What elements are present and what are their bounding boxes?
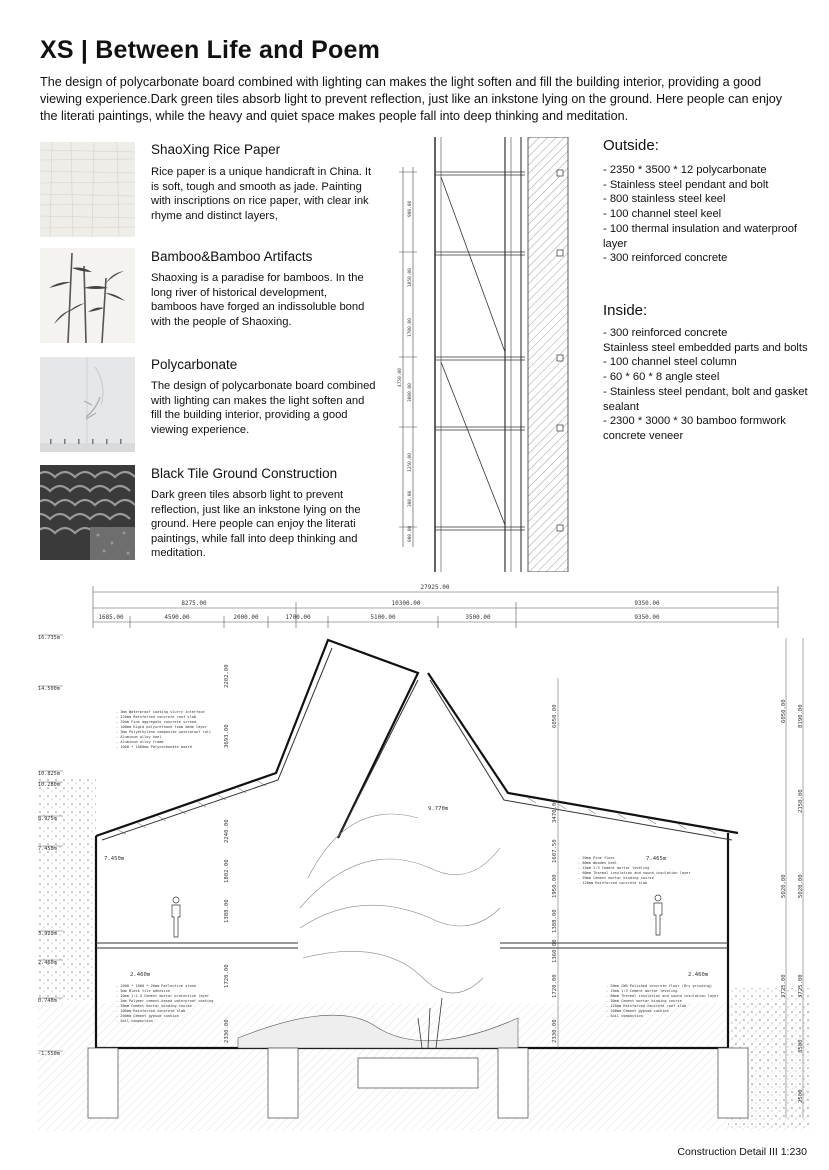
dim-vert-mid: 1720.00	[552, 974, 558, 998]
level-mark: 8.975m	[38, 816, 57, 822]
dim-row1-c: 9350.00	[634, 600, 660, 607]
black-tile-ground-icon	[40, 465, 135, 560]
note-line: - 3mm Waterproof coating slurry interface	[116, 710, 205, 714]
outside-item: - Stainless steel pendant and bolt	[603, 178, 769, 191]
material-title-bamboo: Bamboo&Bamboo Artifacts	[151, 249, 313, 264]
material-text-rice-paper: Rice paper is a unique handicraft in China. It is soft, tough and smooth as jade. Painting with inscriptions on rice paper, with clear ink rhyme and distinct layers,	[151, 166, 372, 222]
note-line: - 120mm Reinforced concrete roof slab	[606, 1004, 687, 1008]
note-line: - 30mm Cement mortar binding course	[606, 999, 682, 1003]
polycarbonate-wall-icon	[40, 357, 135, 452]
note-line: - 32mm Fine aggregate concrete screed	[116, 720, 197, 724]
note-line: - 30mm Cement mortar binding course	[116, 1004, 192, 1008]
note-line: - 20mm CW0 Polished concrete floor (Dry grinding)	[606, 984, 713, 988]
material-text-bamboo: Shaoxing is a paradise for bamboos. In the long river of historical development, bamboos have forged an indissoluble bond with the people of Shaoxing.	[151, 272, 365, 328]
material-text-polycarbonate: The design of polycarbonate board combined with lighting can makes the light soften and fill the building interior, providing a good viewing experience.	[151, 380, 376, 436]
note-line: - 100mm Cement gypsum cushion	[606, 1009, 669, 1013]
inside-item: - 60 * 60 * 8 angle steel	[603, 371, 720, 384]
outside-item: - 800 stainless steel keel	[603, 193, 726, 206]
intro-paragraph: The design of polycarbonate board combined with lighting can makes the light soften and fill the building interior, providing a good viewing experience.Dark green tiles absorb light to prevent reflection, just like an inkstone lying on the ground. Here people can enjoy the literati paintings, while the heavy and quiet space makes people fall into deep thinking and meditation.	[40, 75, 783, 123]
level-mark: 14.500m	[38, 686, 60, 692]
note-line: - 120mm Reinforced concrete slab	[578, 881, 648, 885]
detail-dim-7: 300.00	[408, 490, 413, 507]
note-line: - 20mm Pine floor	[578, 856, 615, 860]
note-line: - 50mm Cement mortar binding course	[578, 876, 654, 880]
level-mark: -1.550m	[38, 1051, 60, 1057]
level-mark: 3.920m	[38, 931, 57, 937]
dim-right-outer: 8190.00	[798, 704, 804, 728]
dim-row2-a: 1685.00	[98, 614, 124, 621]
building-section-drawing	[38, 578, 810, 1134]
detail-dim-2: 1050.00	[408, 268, 413, 287]
note-line: - 2mm Polymer cement-based waterproof coating	[116, 999, 214, 1003]
level-mark: 2.460m	[38, 960, 57, 966]
note-line: - 60mm Thermal insulation and sound insulation layer	[578, 871, 691, 875]
dim-right-outer: 3725.00	[798, 974, 804, 998]
note-line: - Aluminum alloy keel	[116, 735, 162, 739]
detail-dim-4: 3000.00	[408, 383, 413, 402]
note-line: - 3mm Polyethylene composite waterproof roll	[116, 730, 212, 734]
material-text-black-tile: Dark green tiles absorb light to prevent reflection, just like an inkstone lying on the ground. Here people can enjoy the literati paintings, while fall into deep thinking and meditation.	[151, 489, 361, 559]
dim-row2-d: 1700.00	[285, 614, 311, 621]
dim-vert-mid: 1950.00	[552, 874, 558, 898]
note-line: - 5mm Black tile adhesive	[116, 989, 171, 993]
detail-dim-8: 900.00	[408, 525, 413, 542]
dim-vert-left: 2202.00	[224, 664, 230, 688]
dim-vert-mid: 3470.00	[552, 799, 558, 823]
note-line: - 100mm Reinforced concrete slab	[116, 1009, 186, 1013]
dim-row1-a: 8275.00	[181, 600, 207, 607]
dim-vert-left: 1802.00	[224, 859, 230, 883]
level-mark-inner: 7.465m	[646, 856, 667, 862]
detail-dim-1: 900.00	[408, 200, 413, 217]
note-line: - 120mm Reinforced concrete roof slab	[116, 715, 197, 719]
note-line: - 80mm Thermal insulation and sound insulation layer	[606, 994, 719, 998]
dim-vert-mid: 1388.00	[552, 909, 558, 933]
outside-item: - 2350 * 3500 * 12 polycarbonate	[603, 164, 767, 176]
dim-right-outer: 2500	[798, 1089, 804, 1103]
dim-vert-left: 3693.00	[224, 724, 230, 748]
dim-vert-left: 1720.00	[224, 964, 230, 988]
level-mark: 7.450m	[38, 846, 57, 852]
level-mark: 16.735m	[38, 635, 60, 641]
dim-vert-mid: 1360.00	[552, 939, 558, 963]
material-title-polycarbonate: Polycarbonate	[151, 357, 238, 372]
dim-row2-b: 4590.00	[164, 614, 190, 621]
dim-right-outer: 5020.00	[798, 874, 804, 898]
outside-list	[603, 163, 808, 266]
note-line: - 15mm 1:3 Cement mortar leveling	[578, 866, 650, 870]
outside-item: - 100 channel steel keel	[603, 208, 722, 221]
inside-item: - 100 channel steel column	[603, 356, 737, 369]
detail-dim-5: 4750.00	[398, 368, 403, 387]
dim-right-inner: 3725.00	[781, 974, 787, 998]
note-line: - Aluminum alloy frame	[116, 740, 164, 744]
dim-total: 27925.00	[420, 584, 450, 591]
dim-vert-mid: 1607.50	[552, 839, 558, 863]
material-title-black-tile: Black Tile Ground Construction	[151, 466, 338, 481]
level-mark-inner: 2.460m	[130, 972, 151, 978]
outside-item: - 100 thermal insulation and waterproof layer	[603, 222, 798, 250]
dim-vert-left: 2240.00	[224, 819, 230, 843]
note-line: - 200mm Cement gypsum cushion	[116, 1014, 179, 1018]
level-mark: 10.825m	[38, 771, 60, 777]
note-line: - 1000 * 1000 * 20mm Reflective stone	[116, 984, 197, 988]
dim-row1-b: 10300.00	[391, 600, 421, 607]
level-mark: 0.740m	[38, 998, 57, 1004]
note-line: - 80mm Wooden keel	[578, 861, 617, 865]
bamboo-painting-icon	[40, 248, 135, 343]
note-line: - 100mm Rigid polyurethane foam made layer	[116, 725, 207, 729]
dim-vert-left: 1388.00	[224, 899, 230, 923]
level-mark-inner: 9.770m	[428, 806, 449, 812]
inside-heading: Inside:	[603, 302, 648, 319]
material-title-rice-paper: ShaoXing Rice Paper	[151, 142, 281, 157]
dim-row2-g: 9350.00	[634, 614, 660, 621]
dim-row2-e: 5100.00	[370, 614, 396, 621]
inside-item: - Stainless steel pendant, bolt and gasket sealant	[603, 385, 808, 413]
detail-dim-3: 1700.00	[408, 318, 413, 337]
inside-list	[603, 326, 808, 444]
note-line: - 15mm 1:3 Cement mortar leveling	[606, 989, 678, 993]
outside-heading: Outside:	[603, 137, 659, 154]
note-line: - Soil compaction	[606, 1014, 643, 1018]
dim-right-outer: 3500	[798, 1039, 804, 1053]
inside-item: - 2300 * 3000 * 30 bamboo formwork concrete veneer	[603, 415, 786, 442]
inside-item: - 300 reinforced concrete	[603, 327, 728, 339]
dim-vert-left: 2330.00	[224, 1019, 230, 1043]
dim-row2-c: 2000.00	[233, 614, 259, 621]
wall-construction-detail	[395, 137, 595, 572]
detail-dim-6: 1250.00	[408, 453, 413, 472]
note-line: - Soil compaction	[116, 1019, 153, 1023]
page-title: XS | Between Life and Poem	[40, 36, 381, 64]
note-line: - 20mm 1:2.5 Cement mortar protective layer	[116, 994, 210, 998]
level-mark-inner: 7.450m	[104, 856, 125, 862]
inside-item: Stainless steel embedded parts and bolts	[603, 341, 808, 354]
outside-item: - 300 reinforced concrete	[603, 252, 728, 265]
dim-right-inner: 5020.00	[781, 874, 787, 898]
rice-paper-texture-icon	[40, 142, 135, 237]
level-mark: 10.280m	[38, 782, 60, 788]
dim-right-outer: 2150.00	[798, 789, 804, 813]
dim-vert-mid: 6050.00	[552, 704, 558, 728]
dim-right-inner: 6050.00	[781, 699, 787, 723]
dim-vert-mid: 2330.00	[552, 1019, 558, 1043]
dim-row2-f: 3500.00	[465, 614, 491, 621]
drawing-caption: Construction Detail III 1:230	[677, 1146, 807, 1158]
note-line: - 1000 * 1000mm Polycarbonate board	[116, 745, 192, 749]
level-mark-inner: 2.460m	[688, 972, 709, 978]
